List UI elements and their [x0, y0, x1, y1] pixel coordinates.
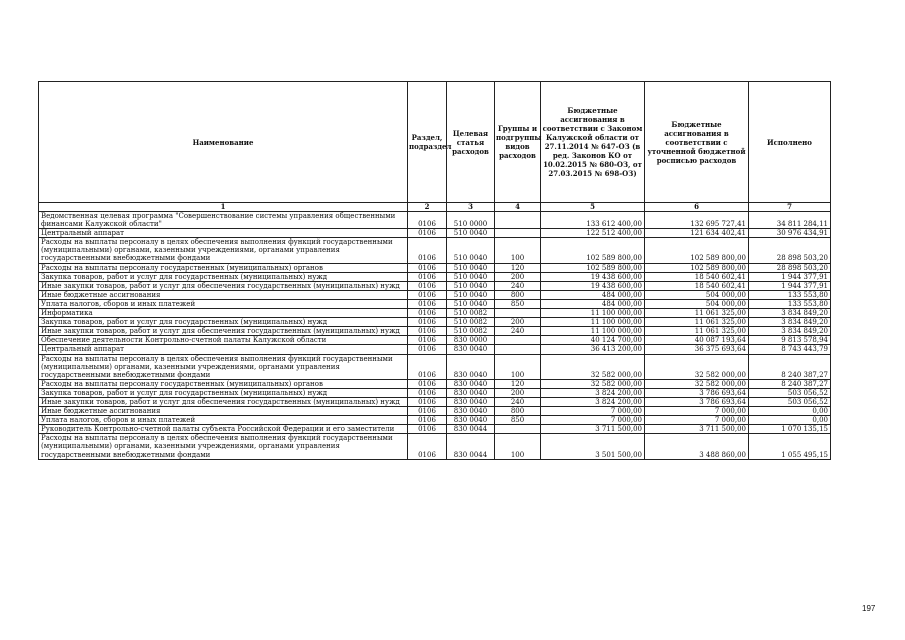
- row-executed-amount: 8 240 387,27: [749, 379, 831, 388]
- row-specified-amount: 32 582 000,00: [645, 379, 749, 388]
- row-group: 100: [495, 354, 541, 379]
- row-target: 510 0040: [447, 229, 495, 238]
- column-number: 5: [541, 203, 645, 212]
- row-executed-amount: 28 898 503,20: [749, 263, 831, 272]
- row-target: 510 0040: [447, 272, 495, 281]
- row-target: 830 0040: [447, 397, 495, 406]
- row-law-amount: 3 501 500,00: [541, 434, 645, 459]
- row-law-amount: 3 711 500,00: [541, 425, 645, 434]
- header-specified: Бюджетные ассигнования в соответствии с уточненной бюджетной росписью расходов: [645, 82, 749, 203]
- table-header: [39, 82, 831, 212]
- row-specified-amount: 11 061 325,00: [645, 309, 749, 318]
- row-specified-amount: 504 000,00: [645, 290, 749, 299]
- row-target: 510 0082: [447, 318, 495, 327]
- row-group: [495, 309, 541, 318]
- table-row: [39, 416, 831, 425]
- row-executed-amount: 28 898 503,20: [749, 238, 831, 263]
- row-law-amount: 122 512 400,00: [541, 229, 645, 238]
- row-specified-amount: 7 000,00: [645, 407, 749, 416]
- row-target: 510 0040: [447, 299, 495, 308]
- row-target: 510 0082: [447, 327, 495, 336]
- column-number: 6: [645, 203, 749, 212]
- row-law-amount: 3 824 200,00: [541, 397, 645, 406]
- table-row: [39, 407, 831, 416]
- row-name: Центральный аппарат: [39, 229, 408, 238]
- row-group: [495, 336, 541, 345]
- row-name: Закупка товаров, работ и услуг для государственных (муниципальных) нужд: [39, 272, 408, 281]
- table-row: [39, 290, 831, 299]
- row-law-amount: 3 824 200,00: [541, 388, 645, 397]
- row-group: 240: [495, 397, 541, 406]
- row-executed-amount: 8 240 387,27: [749, 354, 831, 379]
- row-group: 200: [495, 272, 541, 281]
- row-target: 830 0044: [447, 425, 495, 434]
- row-group: [495, 425, 541, 434]
- row-section: 0106: [408, 345, 447, 354]
- table-row: [39, 272, 831, 281]
- row-name: Ведомственная целевая программа "Совершенствование системы управления общественными финансами Калужской области": [39, 212, 408, 229]
- row-target: 830 0040: [447, 407, 495, 416]
- row-specified-amount: 3 488 860,00: [645, 434, 749, 459]
- row-name: Иные закупки товаров, работ и услуг для обеспечения государственных (муниципальных) нужд: [39, 327, 408, 336]
- table-row: [39, 299, 831, 308]
- row-target: 510 0082: [447, 309, 495, 318]
- row-name: Расходы на выплаты персоналу государственных (муниципальных) органов: [39, 263, 408, 272]
- row-law-amount: 102 589 800,00: [541, 238, 645, 263]
- row-law-amount: 7 000,00: [541, 407, 645, 416]
- row-name: Уплата налогов, сборов и иных платежей: [39, 416, 408, 425]
- row-section: 0106: [408, 354, 447, 379]
- page-number: 197: [862, 604, 876, 613]
- row-specified-amount: 132 695 727,41: [645, 212, 749, 229]
- row-specified-amount: 3 786 693,64: [645, 388, 749, 397]
- row-specified-amount: 504 000,00: [645, 299, 749, 308]
- row-section: 0106: [408, 290, 447, 299]
- table-row: [39, 425, 831, 434]
- row-executed-amount: 1 944 377,91: [749, 281, 831, 290]
- row-section: 0106: [408, 212, 447, 229]
- row-specified-amount: 32 582 000,00: [645, 354, 749, 379]
- row-specified-amount: 18 540 602,41: [645, 281, 749, 290]
- column-number: 2: [408, 203, 447, 212]
- table-row: [39, 318, 831, 327]
- row-target: 510 0040: [447, 290, 495, 299]
- row-section: 0106: [408, 229, 447, 238]
- row-section: 0106: [408, 416, 447, 425]
- row-target: 510 0000: [447, 212, 495, 229]
- row-specified-amount: 36 375 693,64: [645, 345, 749, 354]
- row-section: 0106: [408, 299, 447, 308]
- row-target: 830 0040: [447, 345, 495, 354]
- column-number: 3: [447, 203, 495, 212]
- row-target: 830 0040: [447, 416, 495, 425]
- row-target: 830 0000: [447, 336, 495, 345]
- row-law-amount: 133 612 400,00: [541, 212, 645, 229]
- row-executed-amount: 9 813 578,94: [749, 336, 831, 345]
- row-law-amount: 32 582 000,00: [541, 379, 645, 388]
- row-target: 830 0044: [447, 434, 495, 459]
- row-target: 510 0040: [447, 263, 495, 272]
- row-group: 120: [495, 263, 541, 272]
- row-name: Расходы на выплаты персоналу в целях обеспечения выполнения функций государственными (муниципальными) органами, казенными учреждениями, органами управления государственными внебюджетными фондами: [39, 434, 408, 459]
- row-group: 100: [495, 434, 541, 459]
- column-number: 4: [495, 203, 541, 212]
- row-group: [495, 345, 541, 354]
- header-section: Раздел, подраздел: [408, 82, 447, 203]
- table-row: [39, 238, 831, 263]
- row-target: 510 0040: [447, 238, 495, 263]
- table-row: [39, 309, 831, 318]
- row-law-amount: 11 100 000,00: [541, 309, 645, 318]
- row-name: Закупка товаров, работ и услуг для государственных (муниципальных) нужд: [39, 318, 408, 327]
- row-executed-amount: 0,00: [749, 416, 831, 425]
- row-specified-amount: 121 634 402,41: [645, 229, 749, 238]
- row-law-amount: 11 100 000,00: [541, 318, 645, 327]
- table-row: [39, 281, 831, 290]
- row-law-amount: 36 413 200,00: [541, 345, 645, 354]
- row-executed-amount: 30 976 434,91: [749, 229, 831, 238]
- row-specified-amount: 3 786 693,64: [645, 397, 749, 406]
- row-name: Закупка товаров, работ и услуг для государственных (муниципальных) нужд: [39, 388, 408, 397]
- row-law-amount: 19 438 600,00: [541, 281, 645, 290]
- row-section: 0106: [408, 309, 447, 318]
- row-executed-amount: 0,00: [749, 407, 831, 416]
- row-executed-amount: 34 811 284,11: [749, 212, 831, 229]
- row-law-amount: 484 000,00: [541, 290, 645, 299]
- row-group: [495, 212, 541, 229]
- table-row: [39, 212, 831, 229]
- budget-table: [38, 81, 831, 460]
- table-row: [39, 379, 831, 388]
- row-executed-amount: 503 056,52: [749, 388, 831, 397]
- table-row: [39, 263, 831, 272]
- table-row: [39, 229, 831, 238]
- row-specified-amount: 7 000,00: [645, 416, 749, 425]
- row-section: 0106: [408, 318, 447, 327]
- row-executed-amount: 133 553,80: [749, 290, 831, 299]
- column-number-row: [39, 203, 831, 212]
- row-name: Расходы на выплаты персоналу в целях обеспечения выполнения функций государственными (муниципальными) органами, казенными учреждениями, органами управления государственными внебюджетными фондами: [39, 354, 408, 379]
- table-row: [39, 434, 831, 459]
- row-target: 830 0040: [447, 354, 495, 379]
- row-target: 830 0040: [447, 379, 495, 388]
- row-section: 0106: [408, 272, 447, 281]
- row-section: 0106: [408, 238, 447, 263]
- row-specified-amount: 11 061 325,00: [645, 327, 749, 336]
- row-target: 510 0040: [447, 281, 495, 290]
- row-executed-amount: 3 834 849,20: [749, 327, 831, 336]
- row-group: [495, 229, 541, 238]
- row-law-amount: 484 000,00: [541, 299, 645, 308]
- table-row: [39, 354, 831, 379]
- row-name: Иные бюджетные ассигнования: [39, 407, 408, 416]
- row-section: 0106: [408, 281, 447, 290]
- table-row: [39, 397, 831, 406]
- row-specified-amount: 102 589 800,00: [645, 263, 749, 272]
- header-groups: Группы и подгруппы видов расходов: [495, 82, 541, 203]
- row-name: Уплата налогов, сборов и иных платежей: [39, 299, 408, 308]
- row-name: Информатика: [39, 309, 408, 318]
- table-body: [39, 212, 831, 460]
- row-section: 0106: [408, 263, 447, 272]
- header-row: [39, 82, 831, 203]
- column-number: 7: [749, 203, 831, 212]
- row-executed-amount: 1 055 495,15: [749, 434, 831, 459]
- row-group: 800: [495, 290, 541, 299]
- header-name: Наименование: [39, 82, 408, 203]
- row-specified-amount: 102 589 800,00: [645, 238, 749, 263]
- row-group: 100: [495, 238, 541, 263]
- row-section: 0106: [408, 434, 447, 459]
- row-target: 830 0040: [447, 388, 495, 397]
- row-executed-amount: 8 743 443,79: [749, 345, 831, 354]
- row-name: Иные бюджетные ассигнования: [39, 290, 408, 299]
- row-law-amount: 102 589 800,00: [541, 263, 645, 272]
- row-executed-amount: 1 944 377,91: [749, 272, 831, 281]
- table-row: [39, 336, 831, 345]
- row-specified-amount: 18 540 602,41: [645, 272, 749, 281]
- row-section: 0106: [408, 379, 447, 388]
- row-executed-amount: 133 553,80: [749, 299, 831, 308]
- row-executed-amount: 1 070 135,15: [749, 425, 831, 434]
- row-group: 120: [495, 379, 541, 388]
- row-law-amount: 7 000,00: [541, 416, 645, 425]
- row-group: 200: [495, 318, 541, 327]
- row-name: Иные закупки товаров, работ и услуг для обеспечения государственных (муниципальных) нужд: [39, 397, 408, 406]
- row-executed-amount: 503 056,52: [749, 397, 831, 406]
- column-number: 1: [39, 203, 408, 212]
- row-specified-amount: 40 087 193,64: [645, 336, 749, 345]
- row-name: Расходы на выплаты персоналу в целях обеспечения выполнения функций государственными (муниципальными) органами, казенными учреждениями, органами управления государственными внебюджетными фондами: [39, 238, 408, 263]
- row-section: 0106: [408, 327, 447, 336]
- row-name: Центральный аппарат: [39, 345, 408, 354]
- row-section: 0106: [408, 425, 447, 434]
- row-specified-amount: 11 061 325,00: [645, 318, 749, 327]
- row-section: 0106: [408, 407, 447, 416]
- row-group: 240: [495, 327, 541, 336]
- row-name: Иные закупки товаров, работ и услуг для обеспечения государственных (муниципальных) нужд: [39, 281, 408, 290]
- table-row: [39, 327, 831, 336]
- row-executed-amount: 3 834 849,20: [749, 309, 831, 318]
- row-law-amount: 19 438 600,00: [541, 272, 645, 281]
- row-group: 800: [495, 407, 541, 416]
- row-section: 0106: [408, 336, 447, 345]
- row-section: 0106: [408, 397, 447, 406]
- row-executed-amount: 3 834 849,20: [749, 318, 831, 327]
- row-group: 200: [495, 388, 541, 397]
- row-name: Расходы на выплаты персоналу государственных (муниципальных) органов: [39, 379, 408, 388]
- row-group: 240: [495, 281, 541, 290]
- row-law-amount: 11 100 000,00: [541, 327, 645, 336]
- row-law-amount: 32 582 000,00: [541, 354, 645, 379]
- row-group: 850: [495, 416, 541, 425]
- row-name: Обеспечение деятельности Контрольно-счетной палаты Калужской области: [39, 336, 408, 345]
- header-law: Бюджетные ассигнования в соответствии с Законом Калужской области от 27.11.2014 № 647-ОЗ (в ред. Законов КО от 10.02.2015 № 680-ОЗ, от 27.03.2015 № 698-ОЗ): [541, 82, 645, 203]
- header-executed: Исполнено: [749, 82, 831, 203]
- row-group: 850: [495, 299, 541, 308]
- header-target: Целевая статья расходов: [447, 82, 495, 203]
- table-row: [39, 345, 831, 354]
- table-row: [39, 388, 831, 397]
- row-law-amount: 40 124 700,00: [541, 336, 645, 345]
- row-section: 0106: [408, 388, 447, 397]
- row-name: Руководитель Контрольно-счетной палаты субъекта Российской Федерации и его заместители: [39, 425, 408, 434]
- row-specified-amount: 3 711 500,00: [645, 425, 749, 434]
